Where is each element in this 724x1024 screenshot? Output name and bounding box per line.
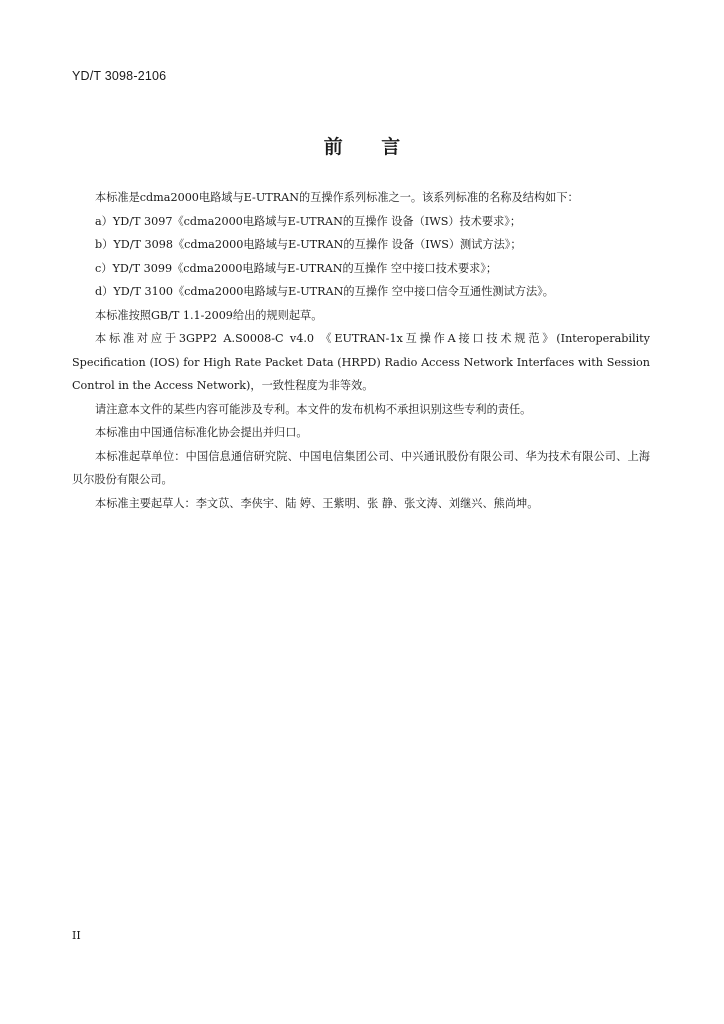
patent-notice-paragraph: 请注意本文件的某些内容可能涉及专利。本文件的发布机构不承担识别这些专利的责任。	[95, 402, 532, 416]
drafting-units-paragraph: 本标准起草单位：中国信息通信研究院、中国电信集团公司、中兴通讯股份有限公司、华为技术有限公司、上海贝尔股份有限公司。	[72, 449, 650, 486]
list-item: d）YD/T 3100《cdma2000电路域与E-UTRAN的互操作 空中接口信令互通性测试方法》。	[95, 285, 554, 298]
page-title: 前 言	[323, 136, 401, 158]
drafting-rules-paragraph: 本标准按照GB/T 1.1-2009给出的规则起草。	[95, 308, 323, 322]
document-code: YD/T 3098-2106	[72, 69, 167, 83]
intro-paragraph: 本标准是cdma2000电路域与E-UTRAN的互操作系列标准之一。该系列标准的名称及结构如下：	[95, 191, 579, 204]
list-item: a）YD/T 3097《cdma2000电路域与E-UTRAN的互操作 设备（IWS）技术要求》；	[95, 214, 522, 228]
list-item: c）YD/T 3099《cdma2000电路域与E-UTRAN的互操作 空中接口技术要求》；	[95, 261, 498, 275]
foreword-body	[72, 186, 650, 515]
correspondence-paragraph: 本标准对应于3GPP2 A.S0008-C v4.0 《EUTRAN-1x互操作A接口技术规范》(Interoperability Specification (IOS) for High Rate Packet Data (HRPD) Radio Access Network Interfaces with Session Control in the Access Network)，一致性程度为非等效。	[72, 332, 650, 392]
proposed-by-paragraph: 本标准由中国通信标准化协会提出并归口。	[95, 426, 308, 439]
drafters-paragraph: 本标准主要起草人：李文苡、李侠宇、陆 婷、王紫明、张 静、张文涛、刘继兴、熊尚坤。	[95, 496, 539, 510]
page-number: II	[72, 929, 81, 942]
list-item: b）YD/T 3098《cdma2000电路域与E-UTRAN的互操作 设备（IWS）测试方法》；	[95, 238, 522, 251]
